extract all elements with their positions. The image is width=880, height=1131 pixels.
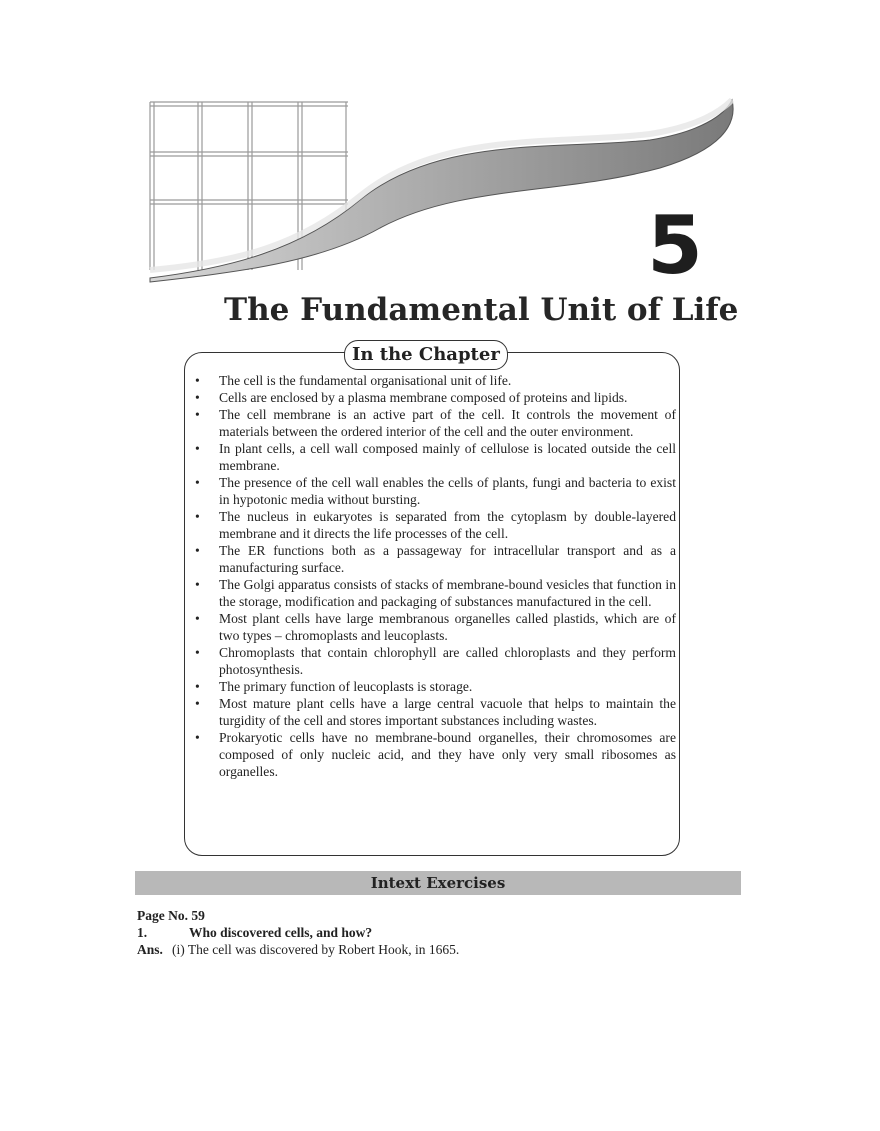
answer-1 xyxy=(137,941,459,958)
list-item: • The presence of the cell wall enables the cells of plants, fungi and bacteria to exist in hypotonic media without bursting. xyxy=(195,475,676,507)
list-item: • The primary function of leucoplasts is storage. xyxy=(195,679,473,694)
chapter-header-graphic xyxy=(0,0,880,300)
answer-text: (i) The cell was discovered by Robert Hook, in 1665. xyxy=(172,942,460,957)
list-item: • The cell is the fundamental organisational unit of life. xyxy=(195,373,512,388)
question-1 xyxy=(137,924,372,941)
list-item: • In plant cells, a cell wall composed mainly of cellulose is located outside the cell membrane. xyxy=(195,441,676,473)
list-item: • Prokaryotic cells have no membrane-bound organelles, their chromosomes are composed of only nucleic acid, and they have only very small ribosomes as organelles. xyxy=(195,730,676,779)
summary-label: In the Chapter xyxy=(344,340,508,370)
list-item: • The Golgi apparatus consists of stacks of membrane-bound vesicles that function in the storage, modification and packaging of substances manufactured in the cell. xyxy=(195,577,676,609)
list-item: • Most mature plant cells have a large central vacuole that helps to maintain the turgidity of the cell and stores important substances including wastes. xyxy=(195,696,676,728)
intext-exercises-heading: Intext Exercises xyxy=(135,871,741,895)
summary-list xyxy=(194,372,676,780)
question-number: 1. xyxy=(137,925,148,940)
list-item: • Chromoplasts that contain chlorophyll are called chloroplasts and they perform photosynthesis. xyxy=(195,645,676,677)
list-item: • The nucleus in eukaryotes is separated from the cytoplasm by double-layered membrane and it directs the life processes of the cell. xyxy=(195,509,676,541)
list-item: • The cell membrane is an active part of the cell. It controls the movement of materials between the ordered interior of the cell and the outer environment. xyxy=(195,407,676,439)
list-item: • Cells are enclosed by a plasma membrane composed of proteins and lipids. xyxy=(195,390,628,405)
answer-label: Ans. xyxy=(137,942,163,957)
page-reference: Page No. 59 xyxy=(137,908,205,923)
question-text: Who discovered cells, and how? xyxy=(189,925,373,940)
list-item: • Most plant cells have large membranous organelles called plastids, which are of two types – chromoplasts and leucoplasts. xyxy=(195,611,676,643)
chapter-number: 5 xyxy=(647,199,703,292)
chapter-title: The Fundamental Unit of Life xyxy=(224,292,739,328)
list-item: • The ER functions both as a passageway for intracellular transport and as a manufacturing surface. xyxy=(195,543,676,575)
